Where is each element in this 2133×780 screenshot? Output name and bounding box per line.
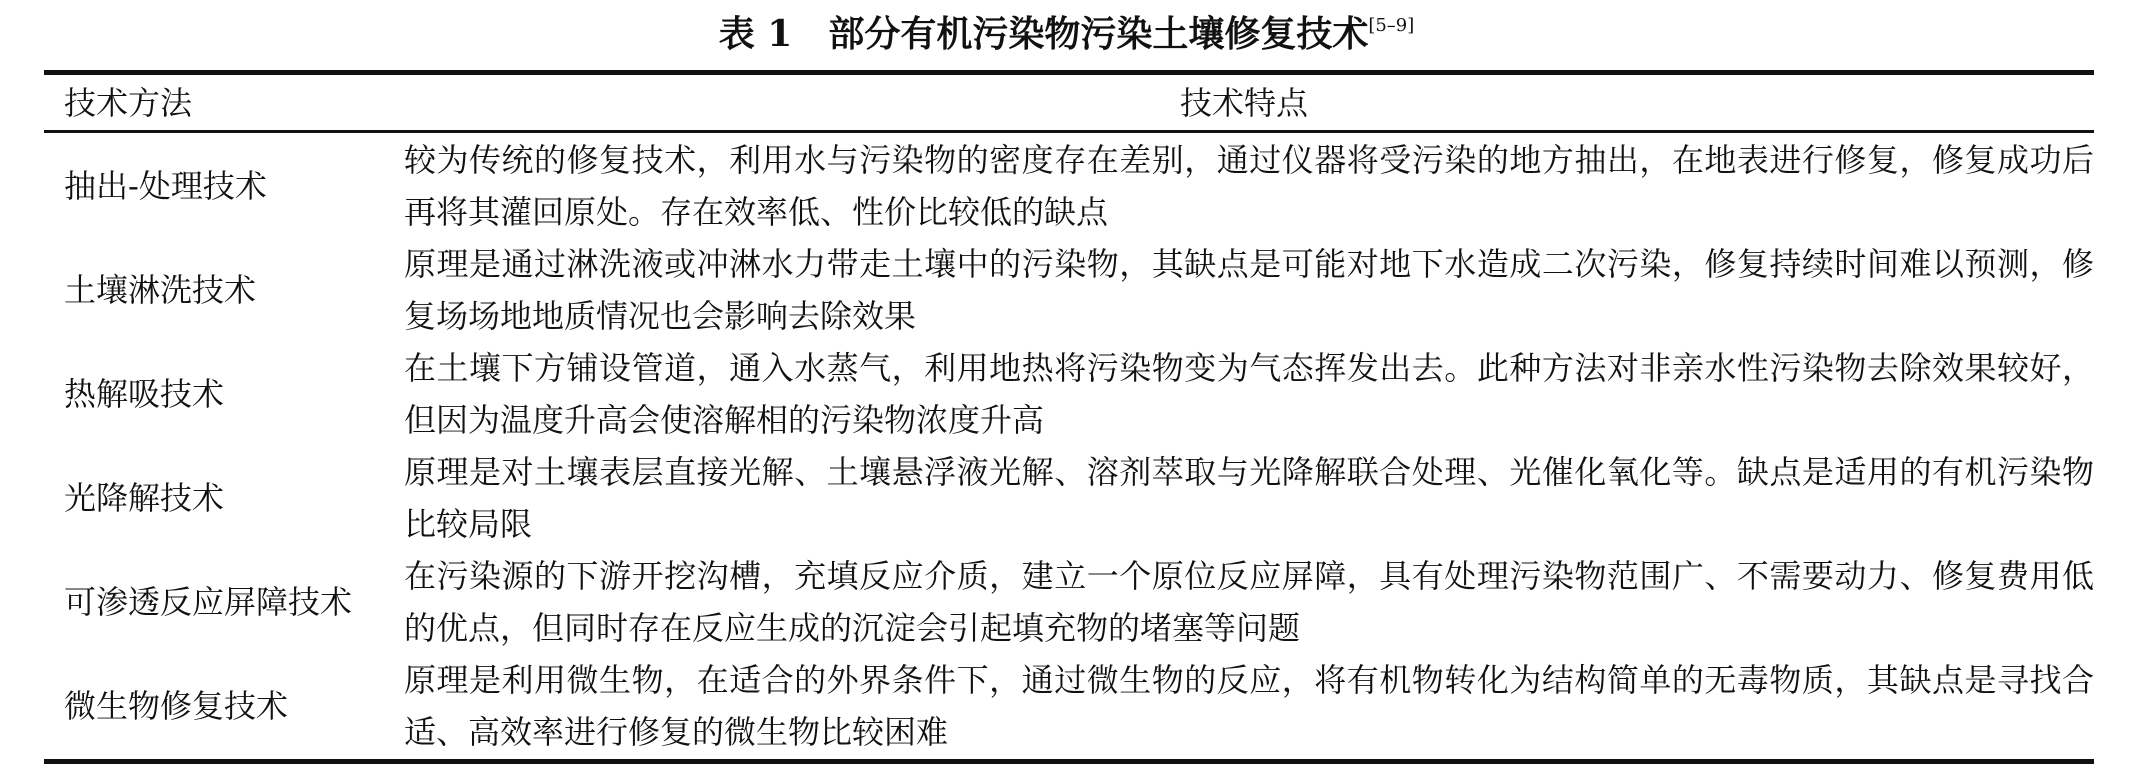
feature-cell: 在污染源的下游开挖沟槽，充填反应介质，建立一个原位反应屏障，具有处理污染物范围广、不需要动力、修复费用低的优点，但同时存在反应生成的沉淀会引起填充物的堵塞等问题 [404, 557, 2094, 647]
feature-cell: 较为传统的修复技术，利用水与污染物的密度存在差别，通过仪器将受污染的地方抽出，在地表进行修复，修复成功后再将其灌回原处。存在效率低、性价比较低的缺点 [404, 141, 2094, 231]
table-row [44, 654, 2094, 758]
method-cell: 微生物修复技术 [64, 687, 289, 725]
table-row [44, 446, 2094, 550]
bottom-rule [44, 759, 2094, 764]
header-method: 技术方法 [64, 84, 193, 122]
feature-cell: 原理是利用微生物，在适合的外界条件下，通过微生物的反应，将有机物转化为结构简单的无毒物质，其缺点是寻找合适、高效率进行修复的微生物比较困难 [404, 661, 2094, 751]
table-number: 表 1 [718, 13, 793, 55]
table-row [44, 238, 2094, 342]
table-body [44, 134, 2094, 758]
table-caption [0, 8, 2133, 60]
method-cell: 土壤淋洗技术 [64, 271, 257, 309]
table-row [44, 550, 2094, 654]
method-cell: 抽出-处理技术 [64, 167, 267, 205]
table-row [44, 134, 2094, 238]
top-rule [44, 70, 2094, 75]
method-cell: 可渗透反应屏障技术 [64, 583, 353, 621]
method-cell: 热解吸技术 [64, 375, 225, 413]
method-cell: 光降解技术 [64, 479, 225, 517]
reference-citation: [5–9] [1368, 15, 1415, 36]
feature-cell: 原理是对土壤表层直接光解、土壤悬浮液光解、溶剂萃取与光降解联合处理、光催化氧化等。缺点是适用的有机污染物比较局限 [404, 453, 2094, 543]
table-row [44, 342, 2094, 446]
feature-cell: 在土壤下方铺设管道，通入水蒸气，利用地热将污染物变为气态挥发出去。此种方法对非亲水性污染物去除效果较好，但因为温度升高会使溶解相的污染物浓度升高 [404, 349, 2094, 439]
header-rule [44, 130, 2094, 133]
table-title: 部分有机污染物污染土壤修复技术 [828, 13, 1369, 55]
feature-cell: 原理是通过淋洗液或冲淋水力带走土壤中的污染物，其缺点是可能对地下水造成二次污染，修复持续时间难以预测，修复场场地地质情况也会影响去除效果 [404, 245, 2094, 335]
header-feature: 技术特点 [1179, 84, 1308, 122]
